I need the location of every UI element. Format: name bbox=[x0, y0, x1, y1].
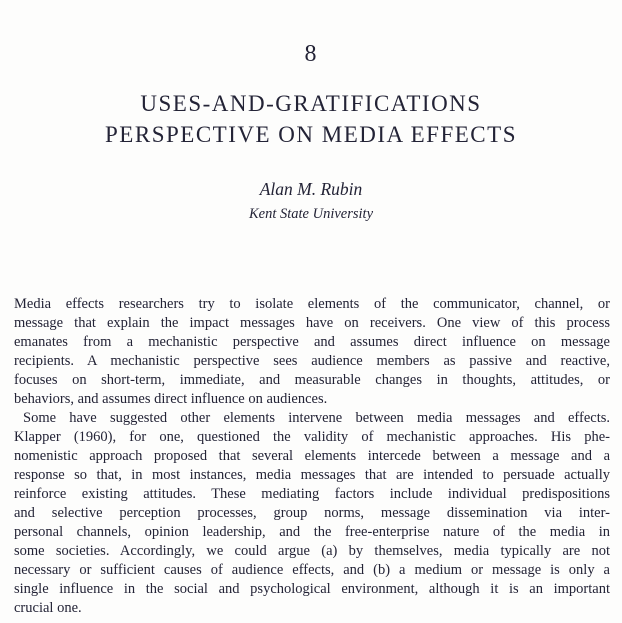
body-text bbox=[14, 295, 610, 618]
body-text-line: Klapper (1960), for one, questioned the validity of mechanistic approaches. His phe- bbox=[14, 429, 610, 445]
chapter-title-line-2: PERSPECTIVE ON MEDIA EFFECTS bbox=[105, 122, 517, 147]
body-text-line: personal channels, opinion leadership, and the free-enterprise nature of the media in bbox=[14, 524, 610, 540]
author-affiliation: Kent State University bbox=[248, 206, 374, 222]
chapter-title bbox=[0, 88, 622, 150]
body-text-line: Media effects researchers try to isolate elements of the communicator, channel, or bbox=[14, 296, 610, 312]
paragraph-1 bbox=[14, 295, 610, 409]
chapter-number: 8 bbox=[304, 41, 318, 67]
body-text-line: reinforce existing attitudes. These mediating factors include individual predispositions bbox=[14, 486, 610, 502]
body-text-line: crucial one. bbox=[14, 600, 82, 616]
body-text-line: message that explain the impact messages have on receivers. One view of this process bbox=[14, 315, 610, 331]
body-text-line: nomenistic approach proposed that several elements intercede between a message and a bbox=[14, 448, 610, 464]
body-text-line: and selective perception processes, group norms, message dissemination via inter- bbox=[14, 505, 610, 521]
body-text-line: single influence in the social and psychological environment, although it is an important bbox=[14, 581, 610, 597]
body-text-line: Some have suggested other elements intervene between media messages and effects. bbox=[23, 410, 610, 426]
body-text-line: focuses on short-term, immediate, and measurable changes in thoughts, attitudes, or bbox=[14, 372, 610, 388]
body-text-line: behaviors, and assumes direct influence on audiences. bbox=[14, 391, 328, 407]
body-text-line: response so that, in most instances, media messages that are intended to persuade actually bbox=[14, 467, 610, 483]
body-text-line: recipients. A mechanistic perspective sees audience members as passive and reactive, bbox=[14, 353, 610, 369]
author-name: Alan M. Rubin bbox=[259, 179, 363, 199]
body-text-line: necessary or sufficient causes of audience effects, and (b) a medium or message is only a bbox=[14, 562, 610, 578]
body-text-line: some societies. Accordingly, we could argue (a) by themselves, media typically are not bbox=[14, 543, 610, 559]
chapter-title-line-1: USES-AND-GRATIFICATIONS bbox=[140, 91, 482, 116]
paragraph-2 bbox=[14, 409, 610, 618]
body-text-line: emanates from a mechanistic perspective and assumes direct influence on message bbox=[14, 334, 610, 350]
